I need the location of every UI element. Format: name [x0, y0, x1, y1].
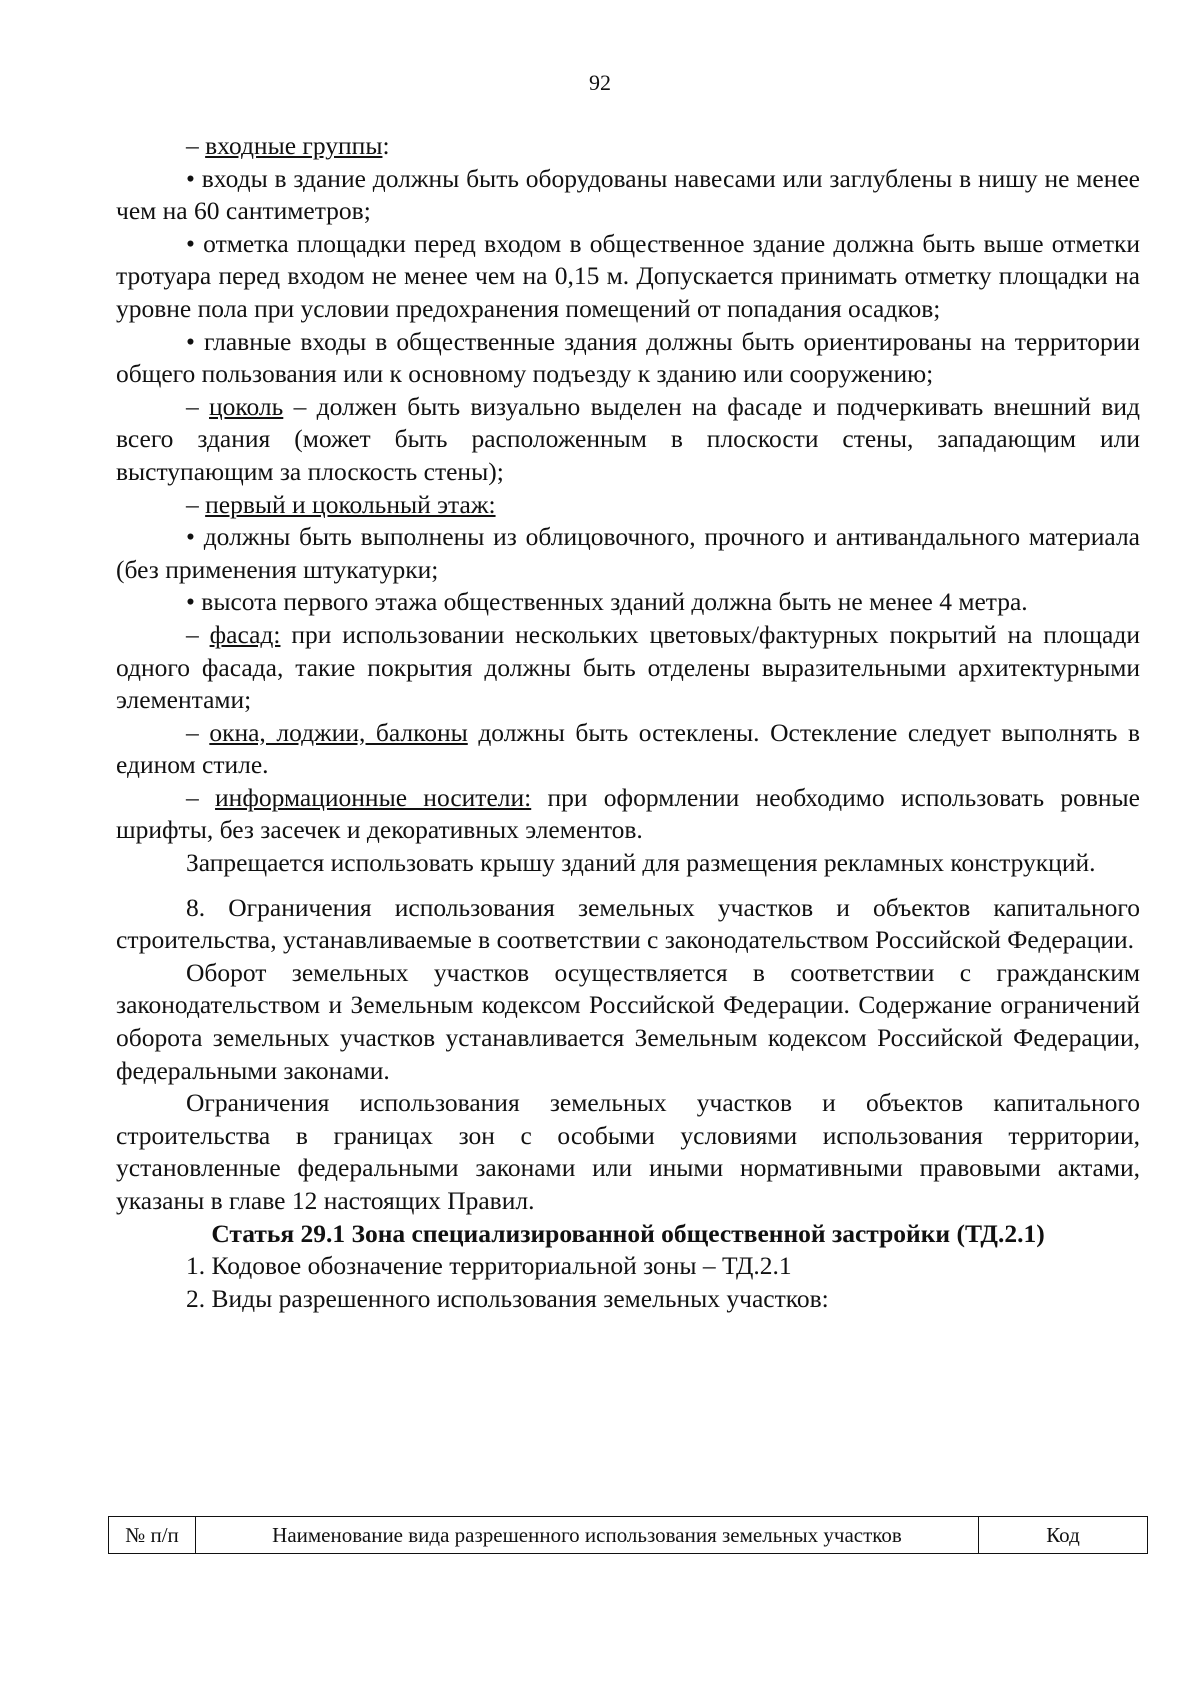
article-title: Статья 29.1 Зона специализированной общественной застройки (ТД.2.1)	[211, 1218, 1045, 1248]
col-number: № п/п	[109, 1517, 196, 1554]
term-facade: фасад:	[209, 619, 281, 649]
col-name: Наименование вида разрешенного использования земельных участков	[196, 1517, 979, 1554]
paragraph-info-carriers	[116, 782, 1140, 847]
term-entrance-groups: входные группы	[205, 131, 383, 160]
dash: –	[186, 619, 210, 649]
term-info-carriers: информационные носители:	[215, 782, 532, 812]
paragraph-floor-height: • высота первого этажа общественных зданий должна быть не менее 4 метра.	[186, 587, 1028, 617]
paragraph-first-floor	[116, 489, 1140, 522]
dash: –	[186, 131, 206, 160]
paragraph-land-turnover: Оборот земельных участков осуществляется в соответствии с гражданским законодательством и Земельным кодексом Российской Федерации. Содержание ограничений оборота земельных участков устанавливается Земельным кодексом Российской Федерации, федеральными законами.	[116, 957, 1140, 1085]
dash: –	[186, 782, 216, 812]
list-item-code: 1. Кодовое обозначение территориальной зоны – ТД.2.1	[186, 1251, 792, 1281]
paragraph-canopy: • входы в здание должны быть оборудованы навесами или заглублены в нишу не менее чем на 60 сантиметров;	[116, 163, 1140, 226]
dash: –	[186, 391, 210, 421]
paragraph-plinth	[116, 391, 1140, 489]
paragraph-level: • отметка площадки перед входом в общественное здание должна быть выше отметки тротуара перед входом не менее чем на 0,15 м. Допускается принимать отметку площадки на уровне пола при условии предохранения помещений от попадания осадков;	[116, 228, 1140, 323]
dash: –	[186, 717, 210, 747]
paragraph-main-entrances: • главные входы в общественные здания должны быть ориентированы на территории общего пользования или к основному подъезду к зданию или сооружению;	[116, 326, 1140, 389]
document-body	[116, 130, 1140, 1315]
text: – должен быть визуально выделен на фасаде и подчеркивать внешний вид всего здания (может быть расположенным в плоскости стены, западающим или выступающим за плоскость стены);	[116, 391, 1140, 486]
dash: –	[186, 489, 206, 519]
paragraph-roof-ban: Запрещается использовать крышу зданий для размещения рекламных конструкций.	[186, 848, 1096, 878]
term-first-floor: первый и цокольный этаж:	[205, 489, 496, 519]
text: при использовании нескольких цветовых/фактурных покрытий на площади одного фасада, такие покрытия должны быть отделены выразительными архитектурными элементами;	[116, 619, 1140, 715]
paragraph-restrictions: Ограничения использования земельных участков и объектов капитального строительства в границах зон с особыми условиями использования территории, установленные федеральными законами или иными нормативными правовыми актами, указаны в главе 12 настоящих Правил.	[116, 1088, 1140, 1215]
table-header-row	[109, 1517, 1148, 1554]
paragraph-entrance-groups	[116, 130, 1140, 163]
page-number: 92	[589, 70, 611, 95]
paragraph-facing-material: • должны быть выполнены из облицовочного, прочного и антивандального материала (без применения штукатурки;	[116, 522, 1140, 584]
uses-table	[108, 1516, 1148, 1554]
text: должны быть остеклены. Остекление следует выполнять в едином стиле.	[116, 717, 1141, 780]
text: при оформлении необходимо использовать ровные шрифты, без засечек и декоративных элементов.	[116, 782, 1140, 845]
list-item-uses: 2. Виды разрешенного использования земельных участков:	[186, 1283, 829, 1313]
paragraph-section-8: 8. Ограничения использования земельных участков и объектов капитального строительства, устанавливаемые в соответствии с законодательством Российской Федерации.	[116, 892, 1140, 955]
paragraph-facade	[116, 619, 1140, 717]
term-windows: окна, лоджии, балконы	[209, 717, 468, 747]
col-code: Код	[979, 1517, 1148, 1554]
paragraph-windows	[116, 717, 1140, 782]
term-plinth: цоколь	[209, 391, 284, 421]
text: :	[382, 131, 390, 160]
